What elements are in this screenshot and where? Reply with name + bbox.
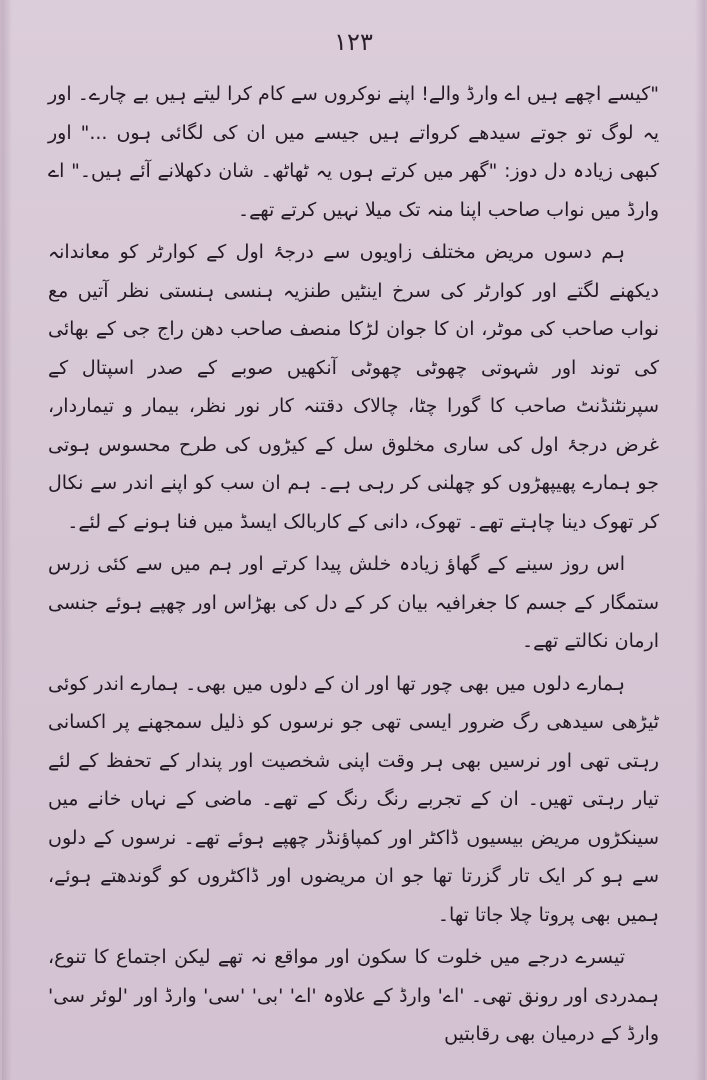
paragraph-3: اس روز سینے کے گھاؤ زیادہ خلش پیدا کرتے اور ہم میں سے کئی زرس ستمگار کے جسم کا جغرافیہ بیان کر کے دل کی بھڑاس اور چھپے ہوئے جنسی ارمان نکالتے تھے۔ (48, 553, 659, 652)
page-number: ١٢٣ (334, 28, 373, 56)
paragraph-2: ہم دسوں مریض مختلف زاویوں سے درجۂ اول کے کوارٹر کو معاندانہ دیکھنے لگتے اور کوارٹر کی سرخ اینٹیں طنزیہ ہنسی ہنستی نظر آتیں مع نواب صاحب کی موٹر، ان کا جوان لڑکا منصف صاحب دھن راج جی کے بھائی کی توند اور شہوتی چھوٹی چھوٹی آنکھیں صوبے کے صدر اسپتال کے سپرنٹنڈنٹ صاحب کا گورا چٹا، چالاک دقتنہ کار نور نظر، بیمار و تیماردار، غرض درجۂ اول کی ساری مخلوق سل کے کیڑوں کی طرح محسوس ہوتی جو ہمارے پھیپھڑوں کو چھلنی کر رہی ہے۔ ہم ان سب کو اپنے اندر سے نکال کر تھوک دینا چاہتے تھے۔ تھوک، دانی کے کاربالک ایسڈ میں فنا ہونے کے لئے۔ (48, 241, 659, 533)
paragraph-4: ہمارے دلوں میں بھی چور تھا اور ان کے دلوں میں بھی۔ ہمارے اندر کوئی ٹیڑھی سیدھی رگ ضرور ایسی تھی جو نرسوں کو ذلیل سمجھنے پر اکسانی رہتی تھی اور نرسیں بھی ہر وقت اپنی شخصیت اور پندار کے تحفظ کے لئے تیار رہتی تھیں۔ ان کے تجربے رنگ رنگ کے تھے۔ ماضی کے نہاں خانے میں سینکڑوں مریض بیسیوں ڈاکٹر اور کمپاؤنڈر چھپے ہوئے تھے۔ نرسوں کے دلوں سے ہو کر ایک تار گزرتا تھا جو ان مریضوں اور ڈاکٹروں کو گوندھتے ہوئے، ہمیں بھی پروتا چلا جاتا تھا۔ (48, 672, 659, 926)
paragraph-5: تیسرے درجے میں خلوت کا سکون اور مواقع نہ تھے لیکن اجتماع کا تنوع، ہمدردی اور رونق تھی۔ 'اے' وارڈ کے علاوہ 'اے' 'بی' 'سی' وارڈ اور 'لوئر سی' وارڈ کے درمیان بھی رقابتیں (48, 946, 659, 1045)
paragraph-1: "کیسے اچھے ہیں اے وارڈ والے! اپنے نوکروں سے کام کرا لیتے ہیں بے چارے۔ اور یہ لوگ تو جوتے سیدھے کرواتے ہیں جیسے میں ان کی لگائی ہوں ..." اور کبھی زیادہ دل دوز: "گھر میں کرتے ہوں یہ ٹھاٹھ۔ شان دکھلانے آئے ہیں۔" اے وارڈ میں نواب صاحب اپنا منہ تک میلا نہیں کرتے تھے۔ (48, 83, 659, 221)
page-edge-shadow-left (2, 0, 12, 1080)
page-edge-shadow-right (695, 0, 705, 1080)
body-text (48, 75, 659, 1058)
